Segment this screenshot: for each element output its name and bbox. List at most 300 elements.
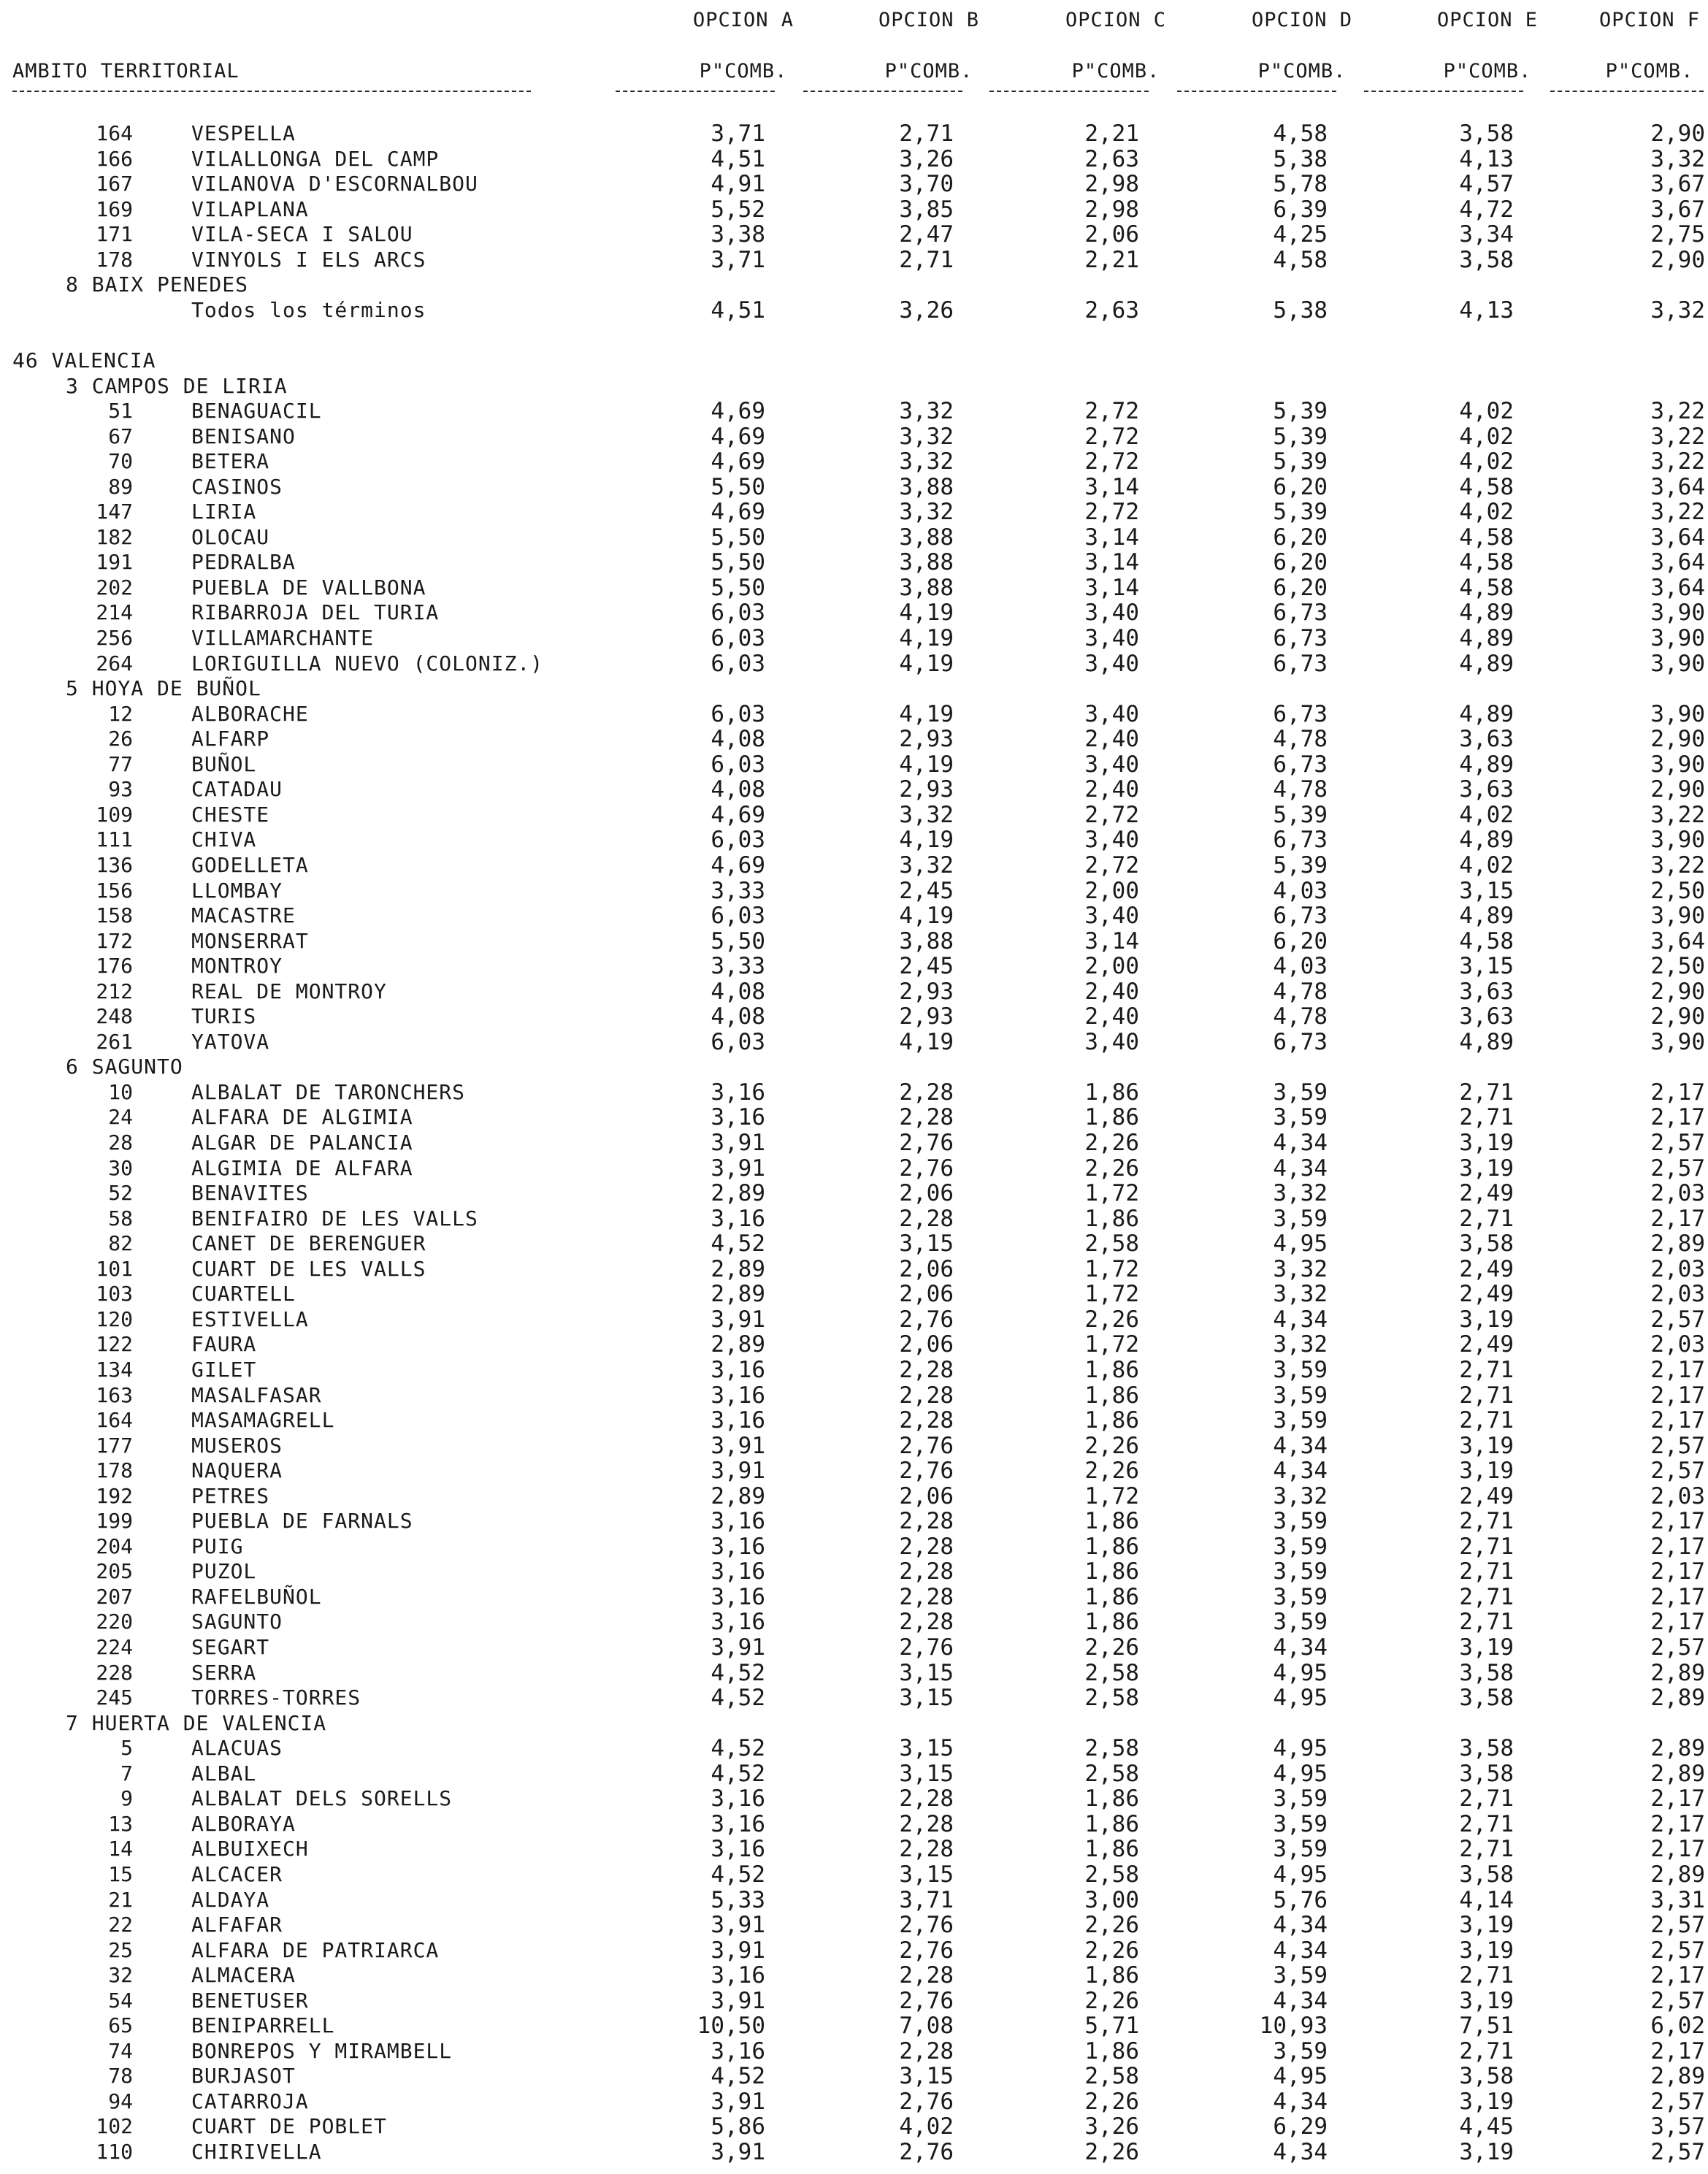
municipality-code: 224 — [96, 1635, 133, 1659]
value-opcion-d: 4,34 — [1273, 1937, 1328, 1964]
value-opcion-f: 3,90 — [1650, 903, 1705, 929]
value-opcion-b: 3,32 — [899, 499, 954, 526]
value-opcion-f: 2,03 — [1650, 1180, 1705, 1207]
value-opcion-b: 3,85 — [899, 196, 954, 223]
value-opcion-b: 2,28 — [899, 1104, 954, 1131]
value-opcion-c: 2,58 — [1084, 1659, 1139, 1686]
municipality-code: 67 — [108, 424, 133, 448]
value-opcion-b: 3,26 — [899, 145, 954, 172]
municipality-code: 163 — [96, 1382, 133, 1407]
table-row — [0, 1030, 1708, 1055]
value-opcion-c: 3,40 — [1084, 903, 1139, 929]
value-opcion-d: 6,20 — [1273, 927, 1328, 954]
table-row — [0, 1661, 1708, 1685]
municipality-name: ALCACER — [191, 1861, 283, 1886]
value-opcion-d: 6,73 — [1273, 700, 1328, 727]
municipality-code: 178 — [96, 1458, 133, 1483]
municipality-name: MONSERRAT — [191, 928, 309, 953]
table-row — [0, 1786, 1708, 1811]
table-row — [0, 702, 1708, 727]
value-opcion-e: 2,71 — [1459, 1836, 1514, 1863]
value-opcion-e: 3,19 — [1459, 1432, 1514, 1459]
value-opcion-b: 3,32 — [899, 423, 954, 450]
value-opcion-f: 2,17 — [1650, 1205, 1705, 1232]
value-opcion-e: 4,89 — [1459, 700, 1514, 727]
value-opcion-b: 3,71 — [899, 1886, 954, 1913]
table-row — [0, 1181, 1708, 1206]
value-opcion-e: 2,71 — [1459, 1382, 1514, 1409]
header-rule-c — [989, 91, 1149, 92]
group-row — [0, 1711, 1708, 1736]
municipality-name: CATADAU — [191, 777, 283, 802]
municipality-code: 261 — [96, 1029, 133, 1054]
value-opcion-e: 3,58 — [1459, 246, 1514, 273]
municipality-name: CHESTE — [191, 802, 270, 827]
header-opcion-d: OPCION D — [1251, 9, 1353, 31]
municipality-code: 54 — [108, 1988, 133, 2013]
value-opcion-e: 2,71 — [1459, 1356, 1514, 1383]
value-opcion-c: 2,40 — [1084, 776, 1139, 803]
municipality-code: 264 — [96, 651, 133, 675]
value-opcion-a: 3,91 — [711, 1458, 765, 1485]
municipality-code: 28 — [108, 1130, 133, 1155]
municipality-code: 70 — [108, 449, 133, 474]
municipality-code: 177 — [96, 1433, 133, 1458]
value-opcion-f: 3,22 — [1650, 398, 1705, 424]
value-opcion-f: 3,64 — [1650, 524, 1705, 551]
value-opcion-e: 2,71 — [1459, 1205, 1514, 1232]
table-row — [0, 550, 1708, 575]
value-opcion-b: 3,26 — [899, 296, 954, 324]
spacer-row — [0, 323, 1708, 348]
value-opcion-f: 2,57 — [1650, 2139, 1705, 2165]
value-opcion-d: 4,34 — [1273, 2139, 1328, 2165]
value-opcion-c: 3,40 — [1084, 1028, 1139, 1055]
value-opcion-a: 5,86 — [711, 2113, 765, 2140]
value-opcion-c: 2,72 — [1084, 423, 1139, 450]
value-opcion-c: 2,26 — [1084, 1306, 1139, 1333]
municipality-code: 94 — [108, 2089, 133, 2113]
value-opcion-e: 7,51 — [1459, 2013, 1514, 2040]
value-opcion-a: 3,91 — [711, 1130, 765, 1156]
table-row — [0, 1989, 1708, 2013]
value-opcion-f: 2,90 — [1650, 120, 1705, 147]
value-opcion-c: 1,72 — [1084, 1180, 1139, 1207]
value-opcion-f: 2,17 — [1650, 1079, 1705, 1106]
table-row — [0, 1888, 1708, 1913]
value-opcion-c: 1,72 — [1084, 1255, 1139, 1282]
municipality-code: 101 — [96, 1256, 133, 1281]
value-opcion-d: 4,95 — [1273, 1659, 1328, 1686]
municipality-name: RIBARROJA DEL TURIA — [191, 600, 440, 625]
municipality-name: BUÑOL — [191, 751, 257, 776]
value-opcion-f: 3,22 — [1650, 423, 1705, 450]
value-opcion-c: 2,58 — [1084, 1230, 1139, 1258]
value-opcion-b: 4,02 — [899, 2113, 954, 2140]
value-opcion-b: 4,19 — [899, 600, 954, 627]
value-opcion-d: 4,78 — [1273, 978, 1328, 1005]
value-opcion-f: 3,22 — [1650, 851, 1705, 879]
table-row — [0, 1635, 1708, 1660]
table-row — [0, 979, 1708, 1004]
value-opcion-e: 4,02 — [1459, 398, 1514, 424]
value-opcion-b: 2,76 — [899, 2088, 954, 2115]
value-opcion-f: 2,57 — [1650, 1130, 1705, 1156]
value-opcion-d: 4,34 — [1273, 1306, 1328, 1333]
table-row — [0, 197, 1708, 222]
value-opcion-b: 2,28 — [899, 1533, 954, 1560]
value-opcion-e: 3,15 — [1459, 953, 1514, 980]
value-opcion-c: 2,06 — [1084, 221, 1139, 248]
value-opcion-a: 4,08 — [711, 726, 765, 753]
municipality-name: ALFARA DE PATRIARCA — [191, 1937, 440, 1962]
value-opcion-b: 2,76 — [899, 1458, 954, 1485]
value-opcion-a: 4,52 — [711, 1861, 765, 1888]
value-opcion-f: 3,32 — [1650, 145, 1705, 172]
value-opcion-e: 2,71 — [1459, 1407, 1514, 1434]
value-opcion-e: 4,13 — [1459, 145, 1514, 172]
value-opcion-a: 3,16 — [711, 1079, 765, 1106]
value-opcion-f: 2,89 — [1650, 1230, 1705, 1258]
municipality-name: ALBORAYA — [191, 1811, 296, 1836]
value-opcion-a: 3,91 — [711, 1306, 765, 1333]
value-opcion-c: 1,86 — [1084, 1079, 1139, 1106]
municipality-code: 214 — [96, 600, 133, 625]
table-row — [0, 600, 1708, 625]
value-opcion-e: 4,89 — [1459, 1028, 1514, 1055]
value-opcion-a: 6,03 — [711, 751, 765, 778]
table-row — [0, 752, 1708, 777]
header-unit-c: P"COMB. — [1071, 60, 1160, 83]
value-opcion-a: 5,50 — [711, 524, 765, 551]
value-opcion-b: 2,28 — [899, 1382, 954, 1409]
value-opcion-a: 10,50 — [697, 2013, 765, 2040]
value-opcion-b: 3,88 — [899, 927, 954, 954]
value-opcion-d: 6,73 — [1273, 600, 1328, 627]
value-opcion-d: 4,58 — [1273, 120, 1328, 147]
value-opcion-c: 2,72 — [1084, 801, 1139, 828]
value-opcion-c: 2,63 — [1084, 296, 1139, 324]
value-opcion-c: 2,26 — [1084, 1130, 1139, 1156]
table-row — [0, 1837, 1708, 1861]
value-opcion-c: 1,86 — [1084, 1356, 1139, 1383]
table-row — [0, 449, 1708, 474]
value-opcion-d: 3,59 — [1273, 1079, 1328, 1106]
value-opcion-b: 2,28 — [899, 1558, 954, 1585]
value-opcion-a: 3,91 — [711, 2139, 765, 2165]
value-opcion-b: 3,32 — [899, 398, 954, 424]
value-opcion-d: 6,20 — [1273, 574, 1328, 601]
municipality-name: CANET DE BERENGUER — [191, 1231, 426, 1256]
value-opcion-c: 1,86 — [1084, 1533, 1139, 1560]
header-opcion-a: OPCION A — [692, 9, 794, 31]
value-opcion-d: 3,32 — [1273, 1180, 1328, 1207]
value-opcion-e: 3,19 — [1459, 1634, 1514, 1661]
value-opcion-c: 1,86 — [1084, 1836, 1139, 1863]
comarca-heading: 8 BAIX PENEDES — [66, 272, 249, 297]
value-opcion-f: 3,32 — [1650, 296, 1705, 324]
municipality-code: 182 — [96, 524, 133, 549]
municipality-code: 13 — [108, 1811, 133, 1836]
value-opcion-d: 4,95 — [1273, 1230, 1328, 1258]
table-row — [0, 1534, 1708, 1559]
value-opcion-f: 3,90 — [1650, 751, 1705, 778]
value-opcion-c: 3,40 — [1084, 625, 1139, 651]
value-opcion-c: 1,72 — [1084, 1281, 1139, 1308]
value-opcion-d: 3,59 — [1273, 1407, 1328, 1434]
value-opcion-e: 2,49 — [1459, 1180, 1514, 1207]
value-opcion-b: 2,47 — [899, 221, 954, 248]
value-opcion-c: 2,26 — [1084, 1458, 1139, 1485]
table-row — [0, 1585, 1708, 1610]
table-row — [0, 1761, 1708, 1786]
municipality-name: BENAVITES — [191, 1181, 309, 1206]
municipality-name: VILALLONGA DEL CAMP — [191, 146, 440, 171]
municipality-code: 111 — [96, 827, 133, 852]
municipality-name: BONREPOS Y MIRAMBELL — [191, 2038, 453, 2063]
municipality-code: 25 — [108, 1937, 133, 1962]
value-opcion-a: 4,91 — [711, 171, 765, 198]
value-opcion-e: 4,02 — [1459, 851, 1514, 879]
value-opcion-a: 6,03 — [711, 827, 765, 854]
municipality-code: 10 — [108, 1079, 133, 1104]
municipality-name: VINYOLS I ELS ARCS — [191, 247, 426, 272]
value-opcion-b: 2,76 — [899, 1937, 954, 1964]
value-opcion-b: 2,76 — [899, 1432, 954, 1459]
value-opcion-a: 2,89 — [711, 1281, 765, 1308]
value-opcion-c: 2,26 — [1084, 1987, 1139, 2014]
value-opcion-e: 4,14 — [1459, 1886, 1514, 1913]
value-opcion-d: 4,95 — [1273, 2063, 1328, 2090]
value-opcion-c: 2,26 — [1084, 1634, 1139, 1661]
municipality-code: 65 — [108, 2013, 133, 2038]
header-ambito-territorial: AMBITO TERRITORIAL — [12, 60, 240, 83]
value-opcion-d: 3,59 — [1273, 2037, 1328, 2064]
table-row — [0, 1484, 1708, 1509]
value-opcion-c: 2,98 — [1084, 171, 1139, 198]
value-opcion-e: 4,02 — [1459, 499, 1514, 526]
value-opcion-b: 2,28 — [899, 1508, 954, 1535]
value-opcion-f: 2,17 — [1650, 1558, 1705, 1585]
value-opcion-d: 3,59 — [1273, 1810, 1328, 1837]
value-opcion-a: 3,16 — [711, 1104, 765, 1131]
municipality-code: 156 — [96, 878, 133, 903]
value-opcion-f: 2,17 — [1650, 1962, 1705, 1989]
municipality-name: TORRES-TORRES — [191, 1685, 361, 1710]
value-opcion-a: 2,89 — [711, 1255, 765, 1282]
municipality-name: MASALFASAR — [191, 1382, 322, 1407]
municipality-name: ESTIVELLA — [191, 1306, 309, 1331]
value-opcion-a: 3,91 — [711, 1634, 765, 1661]
table-row — [0, 1458, 1708, 1483]
municipality-code: 89 — [108, 474, 133, 499]
municipality-code: 120 — [96, 1306, 133, 1331]
value-opcion-c: 1,86 — [1084, 1508, 1139, 1535]
value-opcion-b: 3,15 — [899, 2063, 954, 2090]
value-opcion-b: 2,45 — [899, 953, 954, 980]
table-row — [0, 651, 1708, 676]
value-opcion-e: 3,63 — [1459, 776, 1514, 803]
header-unit-e: P"COMB. — [1443, 60, 1532, 83]
value-opcion-f: 2,57 — [1650, 1937, 1705, 1964]
value-opcion-b: 2,76 — [899, 1306, 954, 1333]
value-opcion-b: 2,93 — [899, 776, 954, 803]
value-opcion-b: 2,28 — [899, 1407, 954, 1434]
municipality-name: GILET — [191, 1357, 257, 1382]
municipality-name: ALFAFAR — [191, 1913, 283, 1937]
value-opcion-b: 2,45 — [899, 877, 954, 904]
value-opcion-a: 4,52 — [711, 1760, 765, 1787]
value-opcion-e: 2,49 — [1459, 1482, 1514, 1509]
value-opcion-e: 3,58 — [1459, 1861, 1514, 1888]
value-opcion-b: 3,88 — [899, 473, 954, 500]
value-opcion-c: 2,40 — [1084, 726, 1139, 753]
municipality-code: 7 — [120, 1761, 133, 1785]
value-opcion-b: 2,28 — [899, 2037, 954, 2064]
table-row — [0, 399, 1708, 424]
value-opcion-f: 3,64 — [1650, 927, 1705, 954]
value-opcion-d: 3,59 — [1273, 1104, 1328, 1131]
municipality-code: 122 — [96, 1332, 133, 1357]
value-opcion-a: 6,03 — [711, 903, 765, 929]
municipality-code: 5 — [120, 1736, 133, 1761]
value-opcion-e: 3,19 — [1459, 2088, 1514, 2115]
value-opcion-d: 5,39 — [1273, 801, 1328, 828]
value-opcion-c: 3,14 — [1084, 927, 1139, 954]
value-opcion-b: 4,19 — [899, 751, 954, 778]
municipality-code: 256 — [96, 626, 133, 650]
value-opcion-f: 3,67 — [1650, 171, 1705, 198]
table-row — [0, 424, 1708, 449]
table-row — [0, 803, 1708, 827]
value-opcion-f: 2,57 — [1650, 1306, 1705, 1333]
value-opcion-c: 2,72 — [1084, 499, 1139, 526]
value-opcion-f: 2,57 — [1650, 1155, 1705, 1182]
value-opcion-a: 3,71 — [711, 246, 765, 273]
value-opcion-b: 2,28 — [899, 1810, 954, 1837]
value-opcion-e: 3,19 — [1459, 1155, 1514, 1182]
municipality-code: 93 — [108, 777, 133, 802]
value-opcion-f: 2,50 — [1650, 877, 1705, 904]
value-opcion-a: 3,38 — [711, 221, 765, 248]
value-opcion-e: 2,49 — [1459, 1281, 1514, 1308]
municipality-name: ALGIMIA DE ALFARA — [191, 1155, 413, 1180]
table-row — [0, 2064, 1708, 2089]
value-opcion-a: 6,03 — [711, 1028, 765, 1055]
value-opcion-b: 2,28 — [899, 1609, 954, 1636]
value-opcion-f: 2,03 — [1650, 1331, 1705, 1358]
value-opcion-f: 2,03 — [1650, 1255, 1705, 1282]
table-row — [0, 2013, 1708, 2038]
value-opcion-a: 4,52 — [711, 1230, 765, 1258]
value-opcion-c: 2,72 — [1084, 448, 1139, 475]
table-row — [0, 1257, 1708, 1282]
value-opcion-e: 3,19 — [1459, 2139, 1514, 2165]
value-opcion-c: 2,00 — [1084, 877, 1139, 904]
value-opcion-f: 2,89 — [1650, 1685, 1705, 1712]
municipality-name: PUZOL — [191, 1559, 257, 1584]
value-opcion-f: 2,03 — [1650, 1482, 1705, 1509]
value-opcion-c: 3,40 — [1084, 827, 1139, 854]
value-opcion-c: 1,86 — [1084, 1810, 1139, 1837]
municipality-name: CUARTELL — [191, 1282, 296, 1306]
value-opcion-d: 3,59 — [1273, 1836, 1328, 1863]
value-opcion-d: 3,32 — [1273, 1331, 1328, 1358]
value-opcion-a: 5,52 — [711, 196, 765, 223]
value-opcion-a: 4,69 — [711, 499, 765, 526]
value-opcion-e: 3,63 — [1459, 1003, 1514, 1030]
value-opcion-d: 6,73 — [1273, 1028, 1328, 1055]
value-opcion-f: 2,89 — [1650, 1861, 1705, 1888]
table-row — [0, 1282, 1708, 1306]
value-opcion-e: 4,58 — [1459, 473, 1514, 500]
value-opcion-f: 3,22 — [1650, 448, 1705, 475]
value-opcion-d: 4,95 — [1273, 1735, 1328, 1762]
value-opcion-f: 2,17 — [1650, 1810, 1705, 1837]
table-row — [0, 2039, 1708, 2064]
header-opcion-f: OPCION F — [1598, 9, 1701, 31]
value-opcion-c: 2,58 — [1084, 1760, 1139, 1787]
table-row — [0, 147, 1708, 172]
value-opcion-d: 4,34 — [1273, 1634, 1328, 1661]
comarca-heading: 6 SAGUNTO — [66, 1055, 183, 1079]
municipality-name: OLOCAU — [191, 524, 270, 549]
value-opcion-b: 7,08 — [899, 2013, 954, 2040]
value-opcion-d: 10,93 — [1259, 2013, 1328, 2040]
header-rule-a — [616, 91, 775, 92]
value-opcion-d: 3,59 — [1273, 1583, 1328, 1610]
municipality-name: PETRES — [191, 1483, 270, 1508]
value-opcion-d: 3,59 — [1273, 1785, 1328, 1813]
value-opcion-e: 2,49 — [1459, 1255, 1514, 1282]
value-opcion-e: 3,58 — [1459, 2063, 1514, 2090]
value-opcion-d: 4,25 — [1273, 221, 1328, 248]
value-opcion-b: 4,19 — [899, 903, 954, 929]
value-opcion-d: 6,73 — [1273, 903, 1328, 929]
value-opcion-d: 5,39 — [1273, 423, 1328, 450]
municipality-name: BENISANO — [191, 424, 296, 448]
table-row — [0, 1408, 1708, 1433]
municipality-code: 136 — [96, 852, 133, 877]
province-heading: 46 VALENCIA — [12, 348, 156, 372]
municipality-name: ALFARP — [191, 727, 270, 751]
comarca-heading: 5 HOYA DE BUÑOL — [66, 676, 261, 701]
value-opcion-c: 2,00 — [1084, 953, 1139, 980]
value-opcion-e: 4,89 — [1459, 751, 1514, 778]
table-row — [0, 1231, 1708, 1256]
value-opcion-c: 3,40 — [1084, 650, 1139, 677]
municipality-code: 12 — [108, 701, 133, 726]
value-opcion-a: 3,16 — [711, 1583, 765, 1610]
value-opcion-d: 4,58 — [1273, 246, 1328, 273]
value-opcion-c: 2,63 — [1084, 145, 1139, 172]
value-opcion-c: 2,26 — [1084, 2088, 1139, 2115]
municipality-name: SEGART — [191, 1635, 270, 1659]
value-opcion-b: 2,93 — [899, 1003, 954, 1030]
value-opcion-f: 2,57 — [1650, 1987, 1705, 2014]
value-opcion-f: 2,17 — [1650, 1356, 1705, 1383]
municipality-code: 77 — [108, 751, 133, 776]
municipality-name: MASAMAGRELL — [191, 1408, 335, 1432]
value-opcion-b: 2,06 — [899, 1482, 954, 1509]
municipality-code: 169 — [96, 196, 133, 221]
municipality-code: 245 — [96, 1685, 133, 1710]
value-opcion-d: 4,03 — [1273, 877, 1328, 904]
value-opcion-c: 1,86 — [1084, 2037, 1139, 2064]
value-opcion-e: 4,89 — [1459, 625, 1514, 651]
value-opcion-e: 3,19 — [1459, 1937, 1514, 1964]
value-opcion-f: 2,57 — [1650, 1432, 1705, 1459]
